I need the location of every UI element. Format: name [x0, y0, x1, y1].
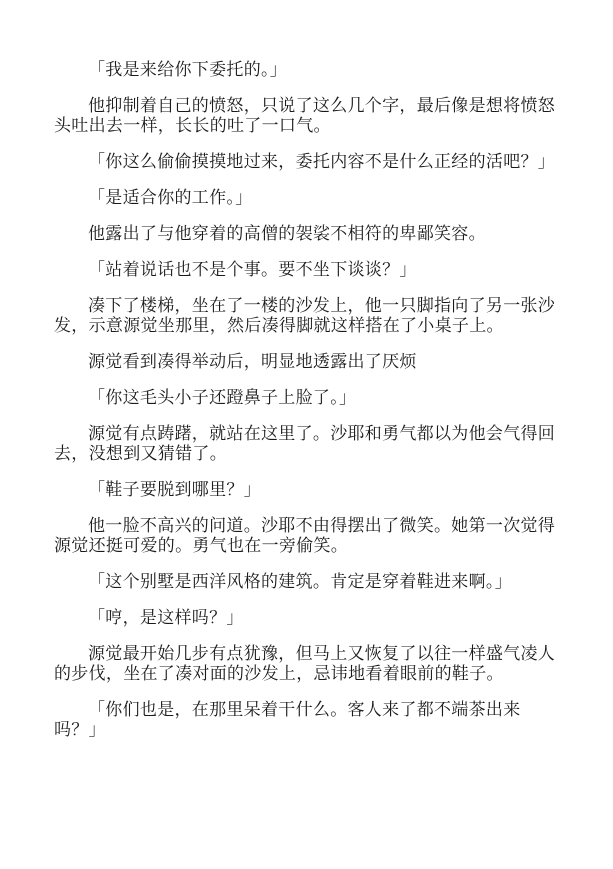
paragraph	[54, 572, 554, 592]
text-line: 「你们也是，在那里呆着干什么。客人来了都不端茶出来	[88, 700, 521, 720]
paragraph	[54, 516, 554, 556]
text-line: 「你这么偷偷摸摸地过来，委托内容不是什么正经的活吧？」	[88, 152, 556, 172]
paragraph	[54, 424, 554, 464]
text-line: 吗？」	[54, 720, 106, 740]
paragraph	[54, 352, 554, 372]
text-line: 头吐出去一样，长长的吐了一口气。	[54, 116, 331, 136]
text-line: 源觉有点踌躇，就站在这里了。沙耶和勇气都以为他会气得回	[88, 424, 556, 444]
text-line: 「哼，是这样吗？」	[88, 608, 244, 628]
text-line: 「我是来给你下委托的。」	[88, 60, 288, 80]
paragraph	[54, 608, 554, 628]
paragraph	[54, 644, 554, 684]
paragraph	[54, 96, 554, 136]
text-line: 他露出了与他穿着的高僧的袈裟不相符的卑鄙笑容。	[88, 224, 486, 244]
text-line: 凑下了楼梯，坐在了一楼的沙发上，他一只脚指向了另一张沙	[88, 296, 556, 316]
text-line: 「这个别墅是西洋风格的建筑。肯定是穿着鞋进来啊。」	[88, 572, 512, 592]
paragraph	[54, 388, 554, 408]
text-line: 源觉最开始几步有点犹豫，但马上又恢复了以往一样盛气凌人	[88, 644, 556, 664]
text-line: 源觉还挺可爱的。勇气也在一旁偷笑。	[54, 536, 349, 556]
paragraph	[54, 60, 554, 80]
paragraph	[54, 480, 554, 500]
paragraph	[54, 296, 554, 336]
text-line: 「鞋子要脱到哪里？」	[88, 480, 261, 500]
paragraph	[54, 188, 554, 208]
paragraph	[54, 152, 554, 172]
text-line: 源觉看到凑得举动后，明显地透露出了厌烦	[88, 352, 417, 372]
text-line: 的步伐，坐在了凑对面的沙发上，忌讳地看着眼前的鞋子。	[54, 664, 504, 684]
paragraph	[54, 700, 554, 740]
document-page	[54, 60, 554, 756]
text-line: 去，没想到又猜错了。	[54, 444, 227, 464]
text-line: 他一脸不高兴的问道。沙耶不由得摆出了微笑。她第一次觉得	[88, 516, 556, 536]
text-line: 发，示意源觉坐那里，然后凑得脚就这样搭在了小桌子上。	[54, 316, 504, 336]
paragraph	[54, 260, 554, 280]
paragraph	[54, 224, 554, 244]
text-line: 他抑制着自己的愤怒，只说了这么几个字，最后像是想将愤怒	[88, 96, 556, 116]
text-line: 「是适合你的工作。」	[88, 188, 253, 208]
text-line: 「你这毛头小子还蹬鼻子上脸了。」	[88, 388, 357, 408]
text-line: 「站着说话也不是个事。要不坐下谈谈？」	[88, 260, 417, 280]
